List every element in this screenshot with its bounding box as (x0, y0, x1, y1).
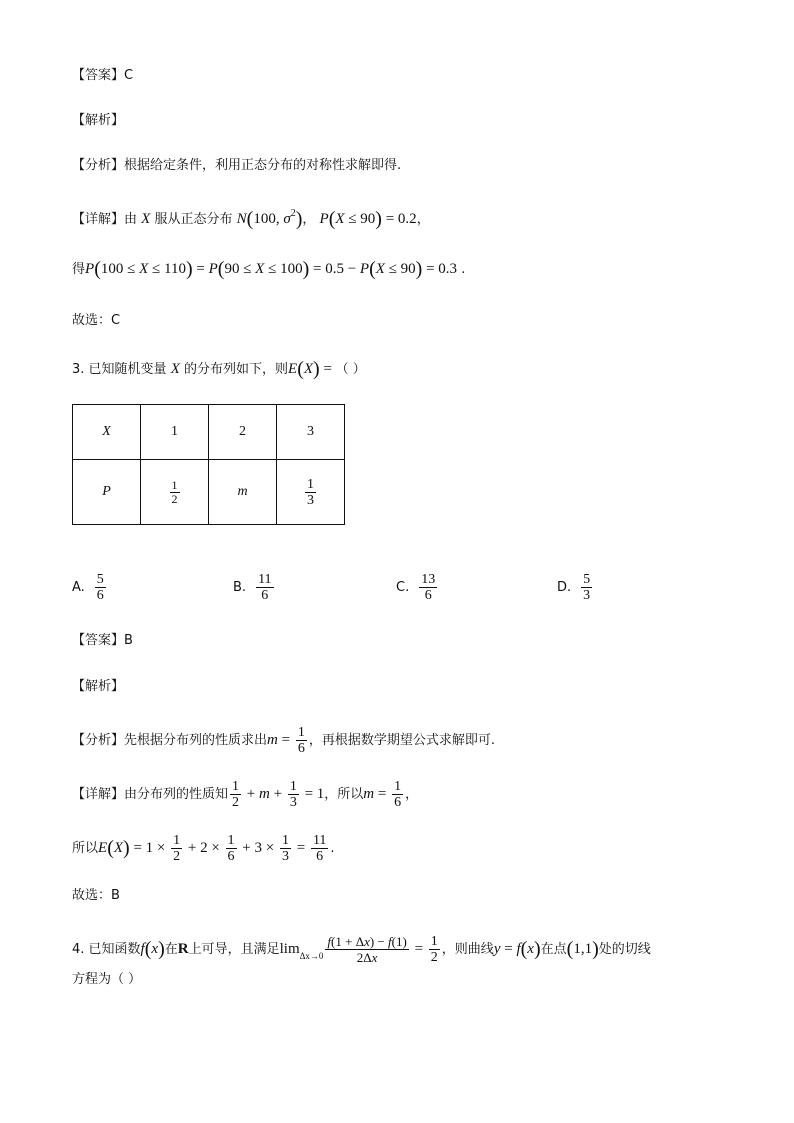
fenxi-tag: 【分析】 (72, 733, 125, 748)
math-x: X (170, 361, 180, 377)
xiangjie-line-4: 所以E(X) = 1 × $\frac{1}{2}$ + 2 × $\frac{1}{6}$ + 3 × $\frac{1}{3}$ = $\frac{11}{6}$ . (72, 833, 335, 864)
fenxi-post: ，再根据数学期望公式求解即可. (308, 733, 495, 748)
option-d[interactable] (557, 572, 594, 603)
fraction: $\frac{1}{2}$ (232, 779, 240, 810)
q4-stem-line2: 方程为（ ） (72, 972, 142, 987)
fraction: $\frac{1}{6}$ (394, 779, 402, 810)
q4-stem-a: 在 (164, 942, 178, 957)
xiangjie-line-3: 【详解】由分布列的性质知 $\frac{1}{2}$ + m + $\frac{1}{3}$ = 1，所以m = $\frac{1}{6}$ ， (72, 779, 419, 810)
fraction: $\frac{11}{6}$ (312, 833, 327, 864)
q4-stem-b: 上可导，且满足 (188, 942, 280, 957)
q4-stem-d: 在点 (540, 942, 567, 957)
math-symmetry: P(100 ≤ X ≤ 110) = P(90 ≤ X ≤ 100) = 0.5 − P(X ≤ 90) = 0.3 (85, 258, 458, 280)
q3-stem-pre: 3. 已知随机变量 (72, 362, 167, 377)
option-label: B. (233, 580, 247, 595)
answer-line-2 (72, 631, 133, 651)
q4-stem-c: ，则曲线 (441, 942, 494, 957)
analysis-heading-1: 【解析】 (72, 113, 125, 128)
option-fraction: $\frac{13}{6}$ (421, 572, 436, 603)
fraction: $\frac{1}{6}$ (227, 833, 235, 864)
fraction: $\frac{f(1 + \Delta x) - f(1)}{2\Delta x}$ (327, 934, 407, 965)
math-p-le-90: P(X ≤ 90) = 0.2 (319, 208, 417, 230)
line2-pre: 得 (72, 262, 86, 277)
option-label: A. (72, 580, 85, 595)
xiangjie-mid: 服从正态分布 (154, 212, 233, 227)
answer-value: C (124, 68, 134, 83)
fraction: $\frac{1}{2}$ (430, 934, 438, 965)
table-cell: 3 (277, 405, 345, 460)
table-cell: 2 (209, 405, 277, 460)
option-a[interactable] (72, 572, 108, 603)
table-cell (277, 460, 345, 525)
math-expectation: E(X) = 1 × (98, 837, 170, 859)
math-ex: E(X) = (288, 358, 336, 380)
fenxi-pre: 先根据分布列的性质求出 (124, 733, 268, 748)
fenxi-tag: 【分析】 (72, 158, 125, 173)
answer-line-1 (72, 66, 133, 86)
option-fraction: $\frac{5}{3}$ (583, 572, 591, 603)
answer-tag: 【答案】 (72, 68, 125, 83)
math-limit: $\lim_{\Delta x\to 0}$ (279, 941, 324, 961)
fraction: $\frac{1}{6}$ (297, 725, 305, 756)
math-point: (1,1) (566, 938, 599, 960)
distribution-table (72, 404, 345, 525)
fenxi-line-1 (72, 156, 401, 176)
table-cell: P (73, 460, 141, 525)
option-fraction: $\frac{11}{6}$ (258, 572, 272, 603)
table-cell: m (209, 460, 277, 525)
fraction: $\frac{1}{3}$ (307, 476, 314, 508)
fenxi-text: 根据给定条件，利用正态分布的对称性求解即得. (124, 158, 402, 173)
table-cell (141, 460, 209, 525)
fraction: $\frac{1}{3}$ (289, 779, 297, 810)
q4-stem-e: 处的切线 (598, 942, 651, 957)
conclusion-2: 故选：B (72, 888, 120, 903)
option-c[interactable] (396, 572, 439, 603)
q3-stem (72, 359, 366, 380)
math-y-fx: y = f(x) (493, 938, 541, 960)
answer-tag: 【答案】 (72, 633, 125, 648)
line2-pre: 所以 (72, 841, 99, 856)
math-reals: R (177, 941, 189, 957)
xiangjie-tag: 【详解】 (72, 212, 125, 227)
xiangjie-pre: 由 (124, 212, 138, 227)
xiangjie-line-2: 得P(100 ≤ X ≤ 110) = P(90 ≤ X ≤ 100) = 0.5 − P(X ≤ 90) = 0.3 . (72, 258, 466, 280)
xiangjie-line-1: 【详解】由 X 服从正态分布 N(100, $\sigma^2$)， P(X ≤ 90) = 0.2， (72, 208, 430, 230)
fraction: $\frac{1}{2}$ (173, 833, 181, 864)
fraction: $\frac{1}{3}$ (281, 833, 289, 864)
table-cell: X (73, 405, 141, 460)
table-row (73, 460, 345, 525)
xiangjie-tag: 【详解】 (72, 787, 125, 802)
fraction: $\frac{1}{2}$ (171, 477, 178, 506)
math-fx: f(x) (140, 938, 165, 960)
xiangjie-pre: 由分布列的性质知 (124, 787, 229, 802)
conclusion-1: 故选：C (72, 313, 121, 328)
xiangjie-mid: ，所以 (324, 787, 364, 802)
math-x: X (141, 211, 151, 227)
math-m: m (267, 732, 278, 748)
fenxi-line-2: 【分析】先根据分布列的性质求出m = $\frac{1}{6}$ ，再根据数学期望公式求解即可. (72, 725, 495, 756)
answer-value: B (124, 633, 133, 648)
option-label: C. (396, 580, 410, 595)
option-b[interactable] (233, 572, 276, 603)
analysis-heading-2: 【解析】 (72, 679, 125, 694)
q4-stem: 4. 已知函数f(x)在R上可导，且满足$\lim_{\Delta x\to 0}$ $\frac{f(1 + \Delta x) - f(1)}{2\Delta x}$ = $\frac{1}{2}$ ，则曲线y = f(x)在点(1,1)处的切线 (72, 934, 651, 965)
option-fraction: $\frac{5}{6}$ (96, 572, 104, 603)
q4-stem-pre: 4. 已知函数 (72, 942, 141, 957)
table-row (73, 405, 345, 460)
option-label: D. (557, 580, 572, 595)
math-normal-dist: N(100, $\sigma^2$) (236, 208, 303, 230)
table-cell: 1 (141, 405, 209, 460)
q3-stem-mid: 的分布列如下，则 (184, 362, 289, 377)
q3-stem-post: （ ） (335, 362, 366, 377)
